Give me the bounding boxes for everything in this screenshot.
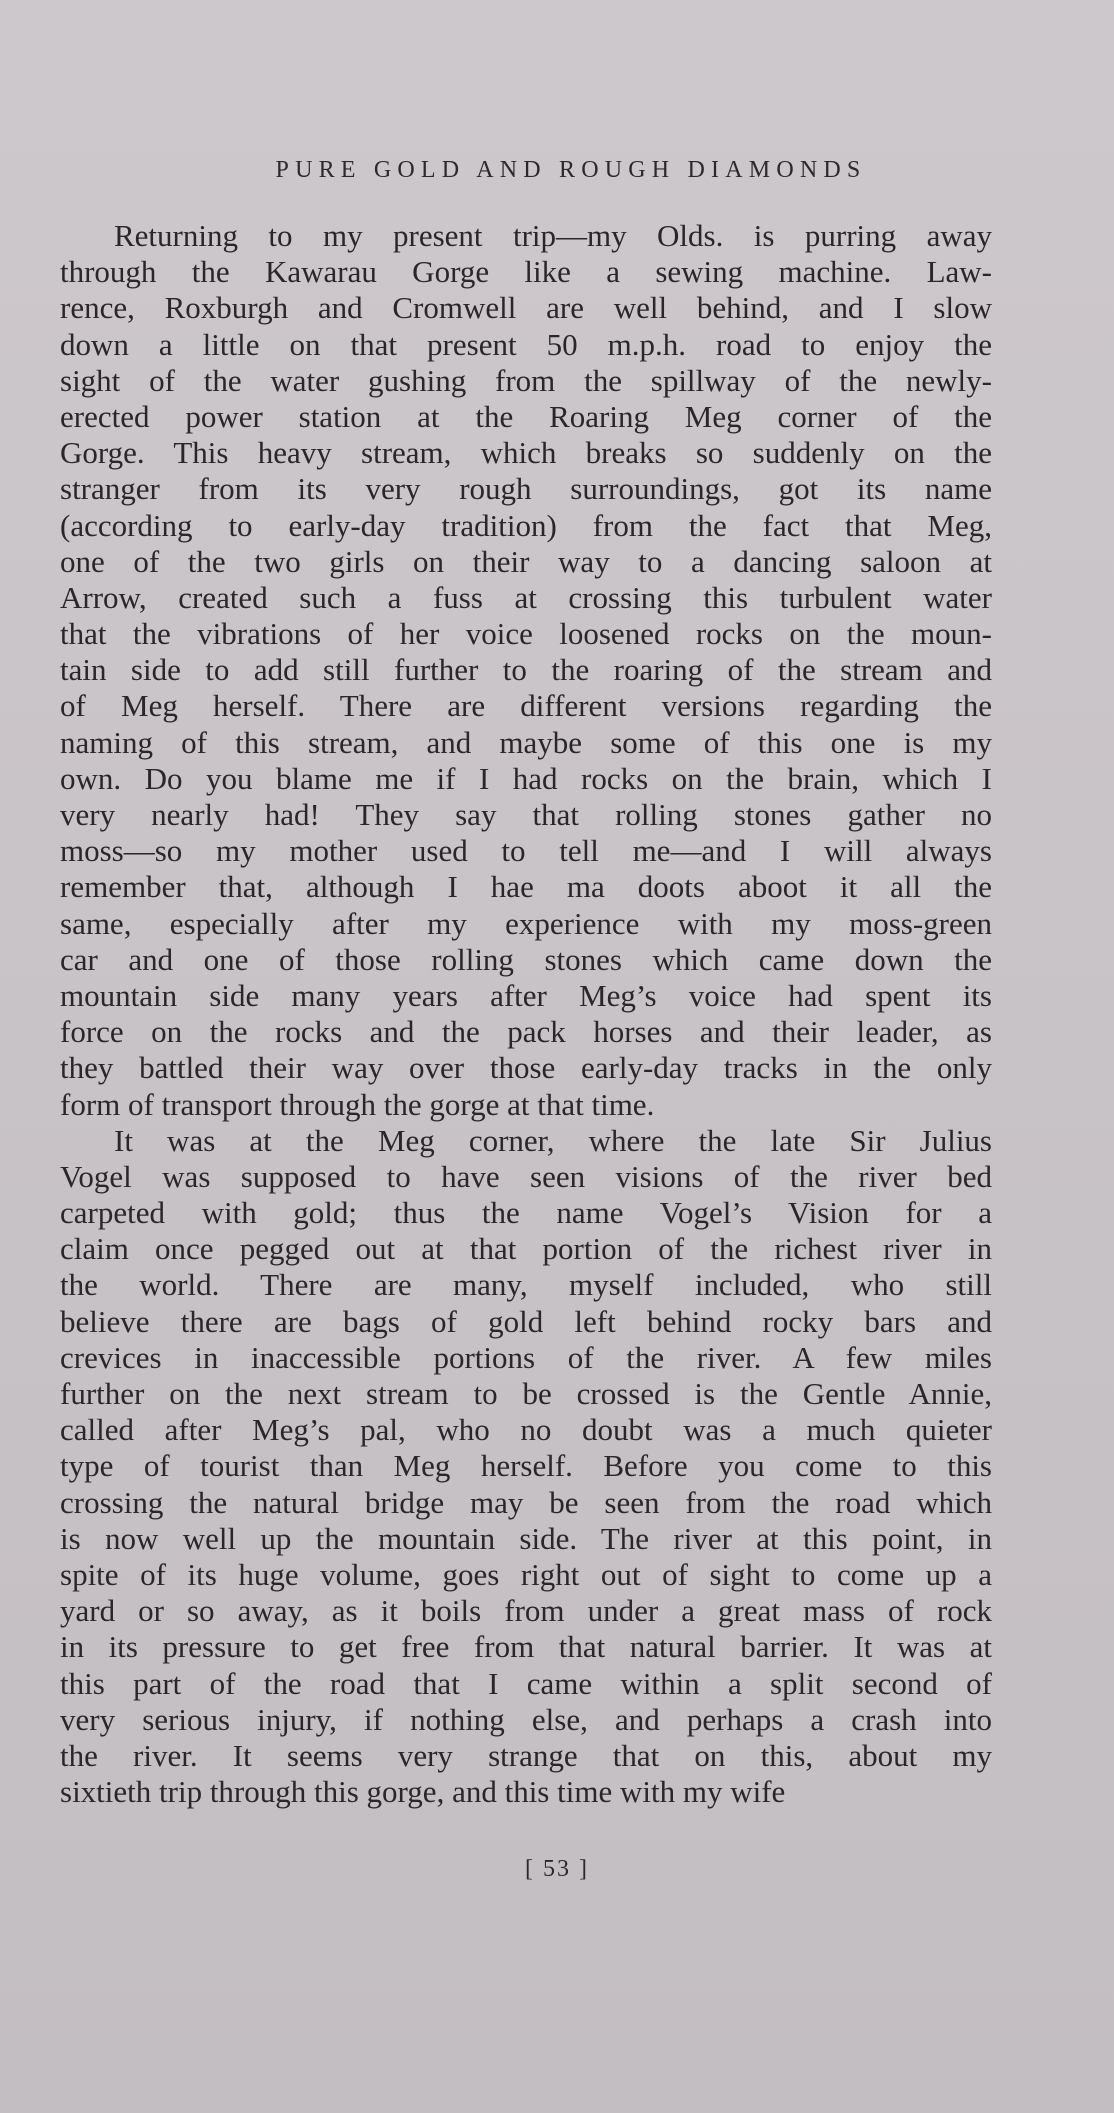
- text-line: yard or so away, as it boils from under a great mass of rock: [60, 1593, 992, 1629]
- running-head: PURE GOLD AND ROUGH DIAMONDS: [275, 157, 867, 183]
- text-line: crevices in inaccessible portions of the river. A few miles: [60, 1339, 992, 1375]
- text-line: of Meg herself. There are different versions regarding the: [60, 688, 992, 724]
- text-line: they battled their way over those early-day tracks in the only: [60, 1050, 992, 1086]
- text-line: same, especially after my experience with my moss-green: [60, 905, 992, 941]
- text-line: tain side to add still further to the roaring of the stream and: [60, 652, 992, 688]
- page-number: [ 53 ]: [525, 1856, 589, 1882]
- text-line: stranger from its very rough surroundings, got its name: [60, 471, 992, 507]
- text-line: sight of the water gushing from the spillway of the newly-: [60, 362, 992, 398]
- text-line: force on the rocks and the pack horses and their leader, as: [60, 1014, 992, 1050]
- text-line: claim once pegged out at that portion of the richest river in: [60, 1231, 992, 1267]
- text-line: own. Do you blame me if I had rocks on the brain, which I: [60, 760, 992, 796]
- text-line: type of tourist than Meg herself. Before you come to this: [60, 1448, 992, 1484]
- text-line: car and one of those rolling stones which came down the: [60, 941, 992, 977]
- text-line: It was at the Meg corner, where the late Sir Julius: [114, 1122, 992, 1158]
- paragraph: [60, 218, 992, 1123]
- text-line: through the Kawarau Gorge like a sewing machine. Law-: [60, 254, 992, 290]
- text-line: that the vibrations of her voice loosened rocks on the moun-: [60, 616, 992, 652]
- text-line: is now well up the mountain side. The river at this point, in: [60, 1520, 992, 1556]
- text-line: this part of the road that I came within a split second of: [60, 1665, 992, 1701]
- text-line: one of the two girls on their way to a dancing saloon at: [60, 543, 992, 579]
- text-line: remember that, although I hae ma doots aboot it all the: [60, 869, 992, 905]
- text-line: Arrow, created such a fuss at crossing this turbulent water: [60, 579, 992, 615]
- text-line: the world. There are many, myself included, who still: [60, 1267, 992, 1303]
- text-line: crossing the natural bridge may be seen from the road which: [60, 1484, 992, 1520]
- text-line: naming of this stream, and maybe some of this one is my: [60, 724, 992, 760]
- text-line: further on the next stream to be crossed is the Gentle Annie,: [60, 1376, 992, 1411]
- text-line: (according to early-day tradition) from the fact that Meg,: [60, 507, 992, 543]
- text-line: Vogel was supposed to have seen visions of the river bed: [60, 1158, 992, 1194]
- paragraph: [60, 1123, 992, 1811]
- text-line: the river. It seems very strange that on this, about my: [60, 1737, 992, 1773]
- text-line: form of transport through the gorge at that time.: [60, 1086, 655, 1122]
- text-line: rence, Roxburgh and Cromwell are well behind, and I slow: [60, 290, 992, 326]
- text-line: mountain side many years after Meg’s voice had spent its: [60, 977, 992, 1013]
- text-line: carpeted with gold; thus the name Vogel’s Vision for a: [60, 1195, 992, 1231]
- text-line: moss—so my mother used to tell me—and I will always: [60, 833, 992, 869]
- text-line: sixtieth trip through this gorge, and this time with my wife: [60, 1774, 786, 1810]
- text-line: spite of its huge volume, goes right out of sight to come up a: [60, 1556, 992, 1592]
- text-line: very serious injury, if nothing else, and perhaps a crash into: [60, 1701, 992, 1737]
- text-line: Gorge. This heavy stream, which breaks so suddenly on the: [60, 435, 992, 471]
- text-line: very nearly had! They say that rolling stones gather no: [60, 797, 992, 832]
- text-line: Returning to my present trip—my Olds. is purring away: [114, 218, 992, 253]
- text-line: called after Meg’s pal, who no doubt was a much quieter: [60, 1412, 992, 1448]
- text-line: down a little on that present 50 m.p.h. road to enjoy the: [60, 326, 992, 362]
- text-line: believe there are bags of gold left behind rocky bars and: [60, 1303, 992, 1339]
- text-line: in its pressure to get free from that natural barrier. It was at: [60, 1629, 992, 1665]
- text-line: erected power station at the Roaring Meg corner of the: [60, 398, 992, 434]
- body-text: [60, 218, 992, 1810]
